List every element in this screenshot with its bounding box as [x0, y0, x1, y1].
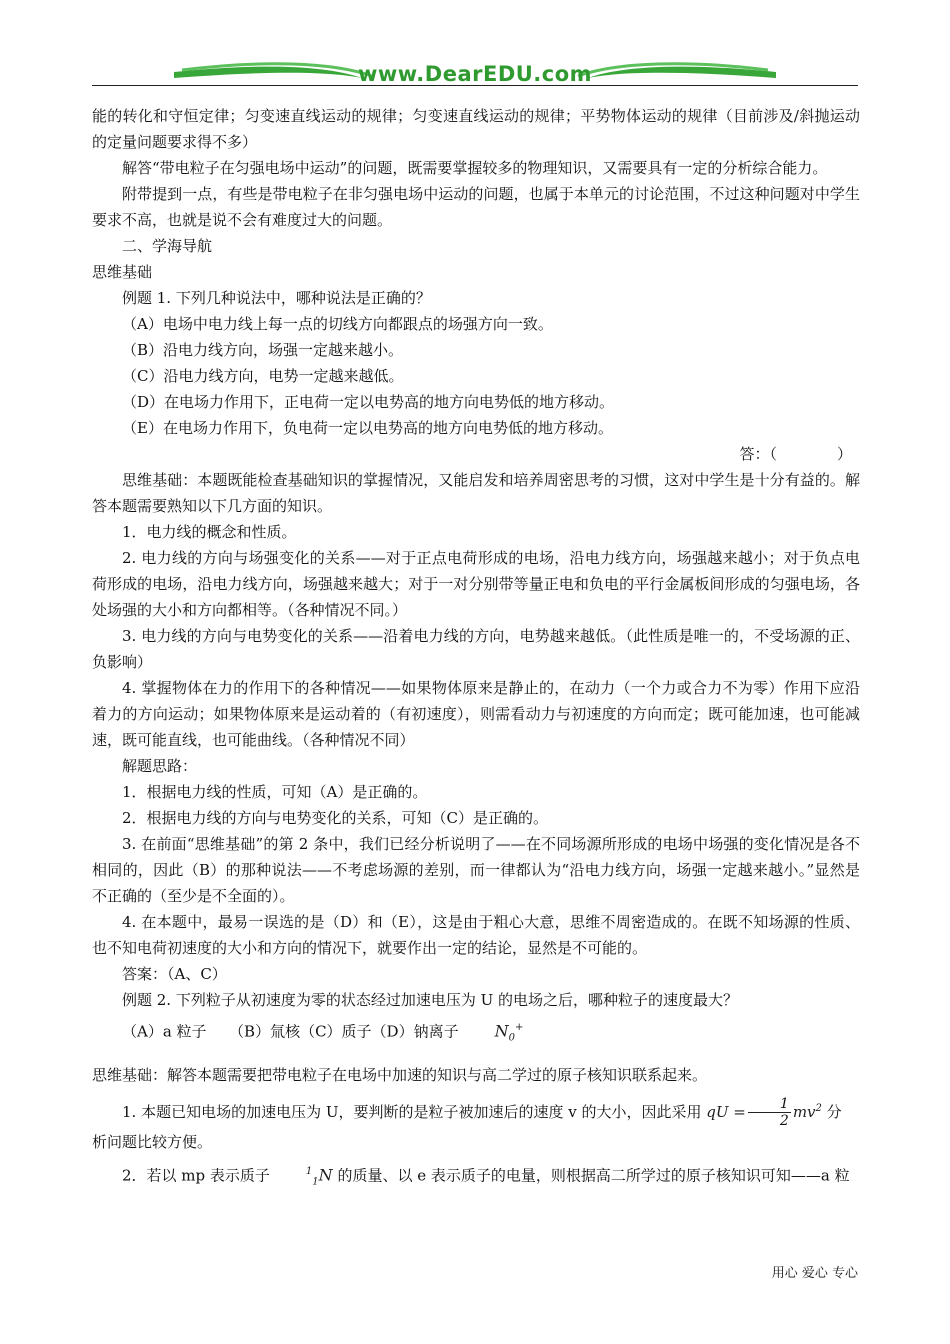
text-span: 2．若以 mp 表示质子 [122, 1166, 270, 1185]
document-body [92, 103, 860, 1198]
paragraph: 解答“带电粒子在匀强电场中运动”的问题，既需要掌握较多的物理知识，又需要具有一定的分析综合能力。 [122, 159, 828, 177]
symbol-main: N [318, 1165, 333, 1185]
symbol-sub: 0 [508, 1032, 515, 1044]
example-1-title: 例题 1. 下列几种说法中，哪种说法是正确的？ [122, 289, 431, 307]
example-2-options [92, 1013, 860, 1054]
knowledge-point: 2. 电力线的方向与场强变化的关系——对于正点电荷形成的电场，沿电力线方向，场强越来越小；对于负点电荷形成的电场，沿电力线方向，场强越来越大；对于一对分别带等量正电和负电的平行金属板间形成的匀强电场，各处场强的大小和方向都相等。（各种情况不同。） [92, 549, 860, 619]
paragraph: 析问题比较方便。 [92, 1133, 213, 1152]
solution-step: 3. 在前面“思维基础”的第 2 条中，我们已经分析说明了——在不同场源所形成的电场中场强的变化情况是各不相同的，因此（B）的那种说法——不考虑场源的差别，而一律都认为“沿电力线方向，场强一定越来越小。”显然是不正确的（至少是不全面的）。 [92, 835, 860, 905]
sodium-ion-symbol [465, 1013, 524, 1054]
solution-step: 2．根据电力线的方向与电势变化的关系，可知（C）是正确的。 [122, 809, 549, 827]
section-heading: 二、学海导航 [122, 237, 213, 255]
formula-lhs: qU = [706, 1102, 746, 1121]
answer-blank: 答：（ ） [739, 445, 852, 463]
options-text: （A）a 粒子 （B）氚核（C）质子（D）钠离子 [122, 1022, 459, 1041]
denominator: 2 [779, 1113, 789, 1130]
option-b: （B）沿电力线方向，场强一定越来越小。 [122, 341, 404, 359]
header-rule [92, 85, 858, 86]
paragraph: 能的转化和守恒定律；匀变速直线运动的规律；匀变速直线运动的规律；平势物体运动的规律（目前涉及/斜抛运动的定量问题要求得不多） [92, 107, 860, 151]
option-c: （C）沿电力线方向，电势一定越来越低。 [122, 367, 404, 385]
fraction [748, 1096, 791, 1129]
numerator: 1 [748, 1096, 791, 1113]
explanation-2 [92, 1157, 860, 1198]
symbol-sub: 1 [312, 1176, 319, 1188]
solution-step: 1．根据电力线的性质，可知（A）是正确的。 [122, 783, 428, 801]
symbol-main: N [494, 1021, 509, 1041]
text-span: 分 [826, 1102, 842, 1121]
knowledge-point: 4. 掌握物体在力的作用下的各种情况——如果物体原来是静止的，在动力（一个力或合力不为零）作用下应沿着力的方向运动；如果物体原来是运动着的（有初速度），则需看动力与初速度的方向而定；既可能加速，也可能减速，既可能直线，也可能曲线。（各种情况不同） [92, 679, 860, 749]
header-url[interactable]: www.DearEDU.com [357, 62, 593, 86]
text-span: 的质量、以 e 表示质子的电量，则根据高二所学过的原子核知识可知——a 粒 [337, 1166, 850, 1185]
text-span: 1. 本题已知电场的加速电压为 U，要判断的是粒子被加速后的速度 v 的大小，因此采用 [122, 1102, 702, 1121]
formula-exponent: 2 [815, 1102, 822, 1114]
footer-slogan: 用心 爱心 专心 [771, 1266, 858, 1281]
formula-rhs: mv [792, 1102, 816, 1121]
solution-step: 4. 在本题中，最易一误选的是（D）和（E），这是由于粗心大意，思维不周密造成的。在既不知场源的性质、也不知电荷初速度的大小和方向的情况下，就要作出一定的结论，显然是不可能的。 [92, 913, 860, 957]
proton-symbol [276, 1157, 333, 1198]
solution-heading: 解题思路： [122, 757, 198, 775]
symbol-sup: + [514, 1022, 524, 1033]
thinking-basis: 思维基础：本题既能检查基础知识的掌握情况，又能启发和培养周密思考的习惯，这对中学生是十分有益的。解答本题需要熟知以下几方面的知识。 [92, 471, 860, 515]
answer: 答案：（A、C） [122, 965, 227, 983]
option-d: （D）在电场力作用下，正电荷一定以电势高的地方向电势低的地方移动。 [122, 393, 615, 411]
paragraph: 附带提到一点，有些是带电粒子在非匀强电场中运动的问题，也属于本单元的讨论范围，不过这种问题对中学生要求不高，也就是说不会有难度过大的问题。 [92, 185, 860, 229]
thinking-basis: 思维基础：解答本题需要把带电粒子在电场中加速的知识与高二学过的原子核知识联系起来。 [92, 1065, 708, 1084]
option-e: （E）在电场力作用下，负电荷一定以电势高的地方向电势低的地方移动。 [122, 419, 613, 437]
option-a: （A）电场中电力线上每一点的切线方向都跟点的场强方向一致。 [122, 315, 553, 333]
subsection-heading: 思维基础 [92, 263, 153, 281]
knowledge-point: 1．电力线的概念和性质。 [122, 523, 297, 541]
symbol-sup: 1 [305, 1166, 313, 1178]
knowledge-point: 3. 电力线的方向与电势变化的关系——沿着电力线的方向，电势越来越低。（此性质是唯一的，不受场源的正、负影响） [92, 627, 860, 671]
explanation-1 [92, 1092, 860, 1130]
example-2-title: 例题 2. 下列粒子从初速度为零的状态经过加速电压为 U 的电场之后，哪种粒子的速度最大？ [122, 991, 739, 1009]
